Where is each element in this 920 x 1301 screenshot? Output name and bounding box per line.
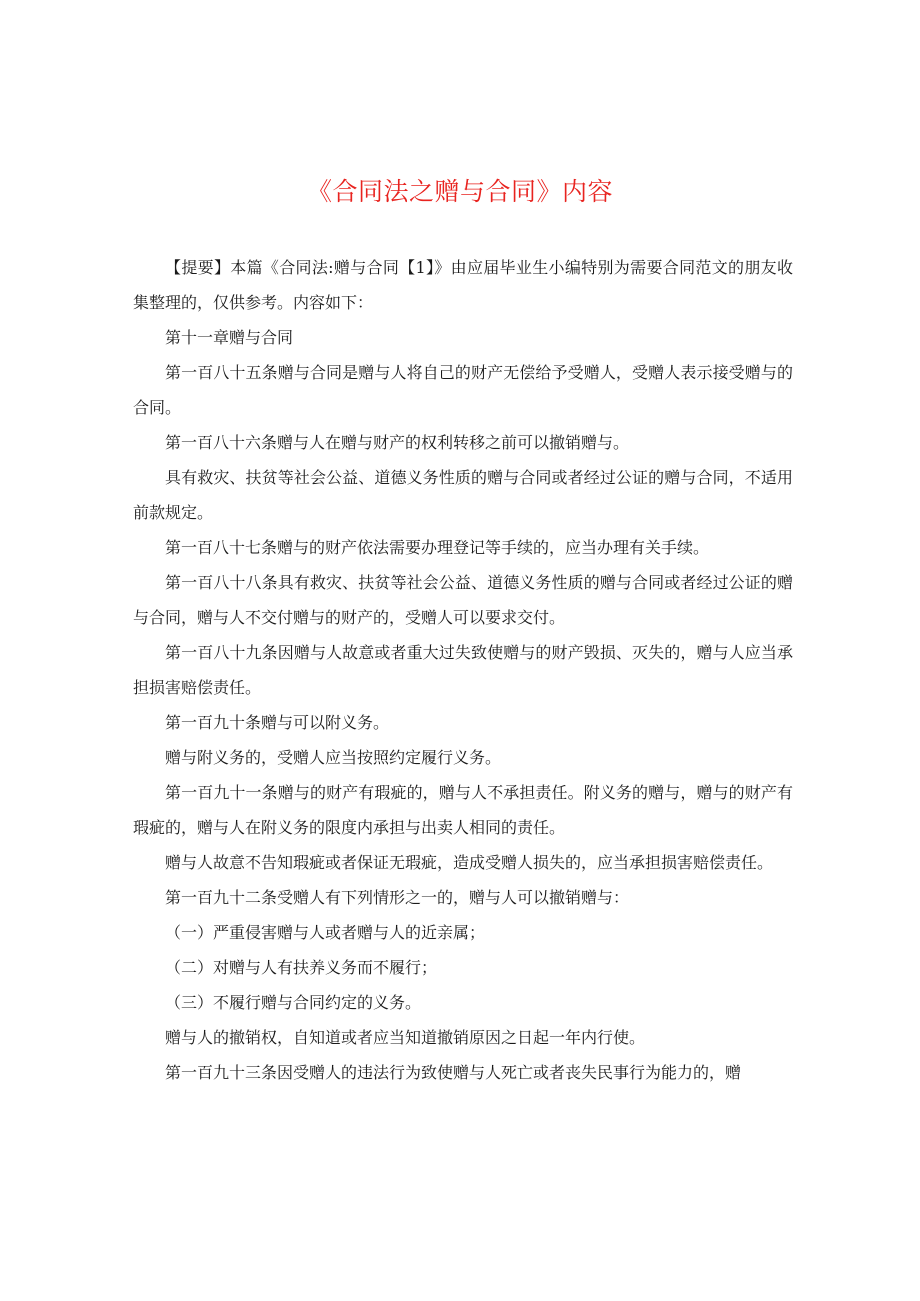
document-body bbox=[133, 250, 793, 1090]
paragraph-article-188: 第一百八十八条具有救灾、扶贫等社会公益、道德义务性质的赠与合同或者经过公证的赠与合同，赠与人不交付赠与的财产的，受赠人可以要求交付。 bbox=[133, 573, 793, 627]
paragraph-summary: 【提要】本篇《合同法:赠与合同【1】》由应届毕业生小编特别为需要合同范文的朋友收集整理的，仅供参考。内容如下： bbox=[133, 258, 793, 312]
paragraph-article-192-item-3: （三）不履行赠与合同约定的义务。 bbox=[165, 993, 422, 1012]
paragraph-article-191-clause: 赠与人故意不告知瑕疵或者保证无瑕疵，造成受赠人损失的，应当承担损害赔偿责任。 bbox=[165, 853, 774, 872]
paragraph-article-193: 第一百九十三条因受赠人的违法行为致使赠与人死亡或者丧失民事行为能力的，赠 bbox=[165, 1063, 742, 1082]
paragraph-article-186: 第一百八十六条赠与人在赠与财产的权利转移之前可以撤销赠与。 bbox=[165, 433, 630, 452]
paragraph-chapter-heading: 第十一章赠与合同 bbox=[165, 328, 294, 347]
paragraph-article-192: 第一百九十二条受赠人有下列情形之一的，赠与人可以撤销赠与： bbox=[165, 888, 630, 907]
document-title: 《合同法之赠与合同》内容 bbox=[306, 177, 613, 206]
paragraph-article-185: 第一百八十五条赠与合同是赠与人将自己的财产无偿给予受赠人，受赠人表示接受赠与的合同。 bbox=[133, 363, 793, 417]
paragraph-article-191: 第一百九十一条赠与的财产有瑕疵的，赠与人不承担责任。附义务的赠与，赠与的财产有瑕疵的，赠与人在附义务的限度内承担与出卖人相同的责任。 bbox=[133, 783, 793, 837]
paragraph-article-190-clause: 赠与附义务的，受赠人应当按照约定履行义务。 bbox=[165, 748, 502, 767]
paragraph-article-192-item-1: （一）严重侵害赠与人或者赠与人的近亲属； bbox=[165, 923, 486, 942]
paragraph-article-192-clause: 赠与人的撤销权，自知道或者应当知道撤销原因之日起一年内行使。 bbox=[165, 1028, 646, 1047]
paragraph-article-189: 第一百八十九条因赠与人故意或者重大过失致使赠与的财产毁损、灭失的，赠与人应当承担损害赔偿责任。 bbox=[133, 643, 793, 697]
paragraph-article-187: 第一百八十七条赠与的财产依法需要办理登记等手续的，应当办理有关手续。 bbox=[165, 538, 710, 557]
paragraph-article-192-item-2: （二）对赠与人有扶养义务而不履行； bbox=[165, 958, 438, 977]
paragraph-article-186-clause: 具有救灾、扶贫等社会公益、道德义务性质的赠与合同或者经过公证的赠与合同，不适用前款规定。 bbox=[133, 468, 793, 522]
paragraph-article-190: 第一百九十条赠与可以附义务。 bbox=[165, 713, 390, 732]
